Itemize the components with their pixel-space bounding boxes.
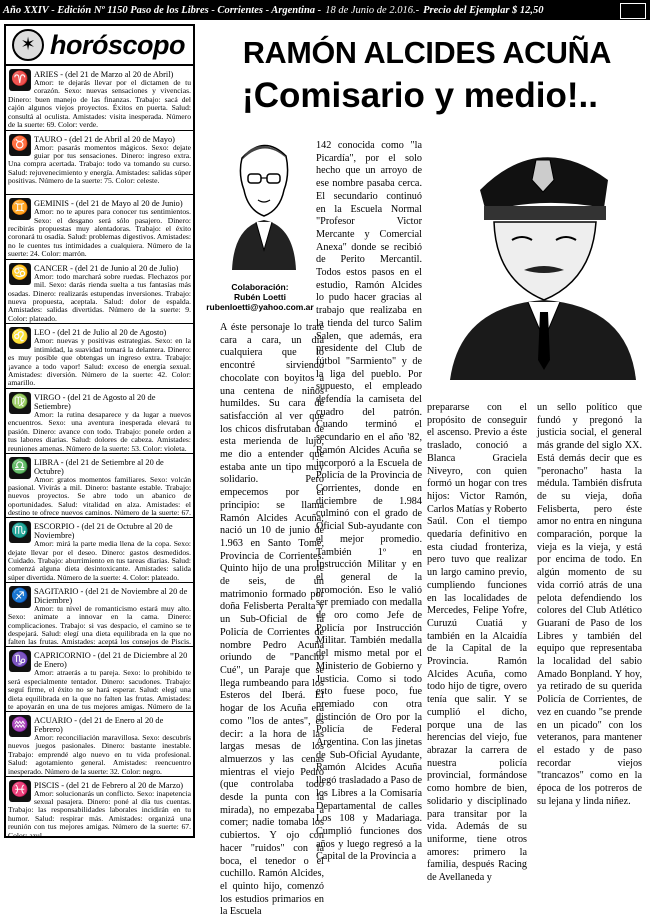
- article-subheadline: ¡Comisario y medio!..: [242, 76, 598, 115]
- credit-label: Colaboración:: [231, 282, 289, 292]
- horoscope-signs: [6, 66, 193, 841]
- horoscope-sign: [6, 647, 193, 712]
- sign-text: Amor: te dejarás llevar por el dictamen de tu corazón. Sexo: nuevas sensaciones y vivencias. Dinero: buen manejo de las finanzas. Trabajo: sacá del cajón algunos viejos proyectos. Éxitos en puerta. Salud: consultá al oculista. Amistades: visita inesperada. Número de la suerte: 69. Color: verde.: [8, 78, 191, 130]
- sign-heading: ACUARIO - (del 21 de Enero al 20 de Febrero): [34, 715, 164, 734]
- horoscope-sign: [6, 66, 193, 131]
- article-column-1: A éste personaje lo traté cara a cara, un día cualquiera que lo encontré sirviendo chocolate con boyitos a una centena de niños humildes. Su cara de satisfacción al ver que los chicos disfrutaban de esta merienda de lujo, me dio a entender que estaba ante un tipo muy solidario. Pero empecemos por el principio: se llama Ramón Alcides Acuña; nació un 10 de junio de 1.963 en Santo Tomé, Provincia de Corrientes. Quinto hijo de una prole de seis, de un matrimonio formado por doña Felisberta Peralta y un Sub-Oficial de la Policía de Corrientes de nombre Pedro Acuña oriundo de "Pancho Cué", un Paraje que se llega rumbeando para los Esteros del Iberá. El hogar de los Acuña era como "los de antes", es decir: a la hora de las largas mesas de los almuerzos y las cenas mientras el viejo Pedro (que controlaba todo desde la punta con la mirada), no empezaba a comer; nadie tomaba los cubiertos. Y ojo con hacer "ruidos" con la boca, el tenedor o el cuchillo. Ramón Alcides, el quinto hijo, comenzó los estudios primarios en la Escuela: [220, 322, 324, 918]
- sign-heading: CAPRICORNIO - (del 21 de Diciembre al 20 de Enero): [34, 651, 188, 670]
- credit-name: Rubén Loetti: [234, 292, 286, 302]
- horoscope-box: [4, 24, 195, 838]
- zodiac-sign-icon: ♋: [9, 263, 31, 285]
- sign-text: Amor: no te apures para conocer tus sentimientos. Sexo: el desgano será sólo pasajero. Dinero: recibirás propuestas muy alentadoras. Trabajo: el éxito coronará tu osadía. Salud: problemas digestivos. Amistades: no le cuentes tus intimidades a cualquiera. Número de la suerte: 24. Color: marrón.: [8, 207, 191, 259]
- sign-text: Amor: todo marchará sobre ruedas. Flechazos por mil. Sexo: darás rienda suelta a tus fantasías más osadas. Dinero: realizarás estupendas inversiones. Trabajo: nueva propuesta, aceptala. Salud: dolor de espalda. Amistades: salidas divertidas. Número de la suerte: 9. Color: plateado.: [8, 271, 191, 323]
- sign-text: Amor: nuevas y positivas estrategias. Sexo: en la intimidad, la suavidad tomará la delantera. Dinero: es muy posible que obtengas un ingreso extra. Trabajo: ¡avance a todo vapor! Salud: exceso de energía sexual. Amistades: diversión. Número de la suerte: 42. Color: amarillo.: [8, 336, 191, 388]
- sign-heading: VIRGO - (del 21 de Agosto al 20 de Setiembre): [34, 392, 156, 411]
- zodiac-sign-icon: ♎: [9, 457, 31, 479]
- horoscope-sign: [6, 712, 193, 777]
- zodiac-sign-icon: ♍: [9, 392, 31, 414]
- zodiac-sign-icon: ♐: [9, 586, 31, 608]
- subject-portrait: [440, 130, 646, 380]
- sign-heading: ARIES - (del 21 de Marzo al 20 de Abril): [34, 70, 174, 79]
- horoscope-sign: [6, 260, 193, 325]
- sign-text: Amor: mirá la parte media llena de la copa. Sexo: dejate llevar por el deseo. Dinero: gastos desmedidos. Cuidado. Trabajo: aburrimiento en tus tareas diarias. Salud: comenzá alguna dieta desintoxicante. Amistades: salida súper divertida. Número de la suerte: 4. Color: plateado.: [8, 539, 191, 582]
- sign-heading: TAURO - (del 21 de Abril al 20 de Mayo): [34, 134, 175, 144]
- horoscope-sign: [6, 389, 193, 454]
- sign-heading: PISCIS - (del 21 de Febrero al 20 de Marzo): [34, 780, 184, 790]
- article-headline: RAMÓN ALCIDES ACUÑA: [242, 36, 612, 70]
- sign-text: Amor: reconciliación maravillosa. Sexo: descubrís nuevos juegos pasionales. Dinero: bastante inestable. Trabajo: emprendé algo nuevo en tu vida profesional. Salud: agotamiento general. Amistades: reencuentro inesperado. Número de la suerte: 32. Color: negro.: [8, 732, 191, 776]
- article-column-3: prepararse con el propósito de conseguir el ascenso. Previo a éste traslado, conoció a Blanca Graciela Niveyro, con quien formó un hogar con tres hijos: Victor Ramón, Carlos Matías y Roberto Saúl. Con el tiempo quedaría definitivo en esta ciudad fronteriza, pero tuvo que realizar un largo camino previo, cumpliendo funciones en las localidades de Mercedes, Felipe Yofre, Curuzú Cuatiá y también en la Alcaidía de la Capital de la Provincia. Ramón Alcides Acuña, como todo hijo de tigre, overo tenía que salir. Y se cumplió el dicho, porque una de las herencias del viejo, fue abrazar la carrera de nuestra policía provincial, formándose como hombre de bien, solidario y disciplinado para transitar por la vida. Además de su uniforme, tiene otros amores: primero la familia, después Racing de Avellaneda y: [427, 402, 527, 884]
- horoscope-sign: [6, 131, 193, 196]
- zodiac-emblem-icon: ✶: [12, 29, 44, 61]
- sign-heading: LIBRA - (del 21 de Setiembre al 20 de Octubre): [34, 457, 164, 476]
- zodiac-sign-icon: ♌: [9, 327, 31, 349]
- sign-text: Amor: la rutina desaparece y da lugar a nuevos encuentros. Sexo: una aventura inesperada elevará tu pasión. Dinero: avance con todo. Trabajo: ponele orden a tus labores diarias. Salud: dolores de cabeza. Amistades: reuniones amenas. Número de la suerte: 53. Color: violeta.: [8, 409, 191, 453]
- sign-heading: CANCER - (del 21 de Junio al 20 de Julio): [34, 263, 179, 273]
- zodiac-sign-icon: ♑: [9, 650, 31, 672]
- zodiac-sign-icon: ♊: [9, 198, 31, 220]
- newspaper-logo-icon: [620, 3, 646, 19]
- masthead-issue: Año XXIV - Edición Nº 1150 Paso de los Libres - Corrientes - Argentina -: [3, 4, 322, 16]
- zodiac-sign-icon: ♓: [9, 780, 31, 802]
- columnist-sketch-icon: [224, 130, 304, 270]
- horoscope-sign: [6, 518, 193, 583]
- horoscope-header: [6, 26, 193, 66]
- sign-heading: SAGITARIO - (del 21 de Noviembre al 20 de Diciembre): [34, 586, 188, 605]
- article-credit: [200, 282, 320, 312]
- horoscope-sign: [6, 195, 193, 260]
- sign-text: Amor: gratos momentos familiares. Sexo: volcán pasional. Vivirás a mil. Dinero: bastante estable. Trabajo: nuevos proyectos. Se abre todo un abanico de oportunidades. Salud: vitalidad en alza. Amistades: el destino te ofrece nuevos caminos. Número de la suerte: 67.: [8, 474, 191, 518]
- masthead-date: 18 de Junio de 2.016.-: [325, 4, 420, 16]
- zodiac-sign-icon: ♈: [9, 69, 31, 91]
- sign-heading: LEO - (del 21 de Julio al 20 de Agosto): [34, 328, 167, 338]
- zodiac-sign-icon: ♉: [9, 134, 31, 156]
- sign-text: Amor: pasarás momentos mágicos. Sexo: dejate guiar por tus sensaciones. Dinero: ingreso extra. Una compra acertada. Trabajo: todo va tomando su curso. Salud: rejuvenecimiento y energía. Amistades: salidas súper positivas. Número de la suerte: 75. Color: celeste.: [8, 142, 191, 186]
- horoscope-sign: [6, 454, 193, 519]
- article-column-4: un sello político que fundó y pregonó la justicia social, el general más grande del siglo XX. Está demás decir que es "peronacho" hasta la médula. También disfruta de su vieja, doña Felisberta, pero éste amor no entra en ninguna comparación, porque la vieja es la vieja, y está por encima de todo. En algún momento de su vida corrió atrás de una pelota defendiendo los colores del Club Atlético Guaraní de Paso de los Libres y también del equipo que representaba la localidad del sabio Amado Bonpland. Y hoy, ya retirado de su querida Policía de Corrientes, de vez en cuando "se prende en un picado" con los veteranos, para mantener el estado y de paso recordar viejos "trancazos" como en la época de los potreros de su lejana y linda niñez.: [537, 402, 642, 807]
- zodiac-sign-icon: ♒: [9, 715, 31, 737]
- sign-text: Amor: tu nivel de romanticismo estará muy alto. Sexo: animate a innovar en la cama. Dinero: complicaciones. Trabajo: si vas despacio, el camino se te despejará. Salud: elegí una dieta equilibrada en la que no falten las frutas. Amistades: aceptá los consejos de Piscis.: [8, 603, 191, 647]
- sign-heading: GEMINIS - (del 21 de Mayo al 20 de Junio): [34, 199, 183, 209]
- horoscope-sign: [6, 583, 193, 648]
- article-column-2: 142 conocida como "la Picardía", por el solo hecho que un arroyo de ese nombre pasaba cerca. El secundario continuó en la Escuela Normal "Profesor Victor Mercante y Comercial Anexa" donde se recibió de Perito Mercantil. Todos estos pasos en el estudio, Ramón Alcides lo pudo hacer gracias al trabajo que realizaba en la tienda del turco Salim Salen, que además, era presidente del Club de fútbol "Sarmiento" y de la liga del pueblo. Por supuesto, el empleado defendía la camiseta del cuadro del patrón. Cuando terminó el secundario en el año '82, Ramón Alcides Acuña se incorporó a la Escuela de Policía de la Provincia de Corrientes, donde en diciembre de 1.984 culminó con el grado de Oficial Sub-ayudante con el mejor promedio. También 1º en Instrucción Militar y en el general de la promoción. Eso le valió ser premiado con medalla de oro como Jefe de Policía por Instrucción Militar. También medalla del mismo metal por el Ministerio de Gobierno y Justicia. Como si todo esto fuese poco, fue premiado con otra distinción de Oro por la Policía de Federal Argentina. Con las jinetas de Sub-Oficial Ayudante, Ramón Alcides Acuña llegó trasladado a Paso de los Libres a la Comisaría Departamental de calles Los 108 y Madariaga. Cumplió funciones dos años y luego regresó a la Capital de la Provincia a: [316, 140, 422, 863]
- masthead-bar: [0, 0, 650, 20]
- credit-email: rubenloetti@yahoo.com.ar: [206, 302, 314, 312]
- sign-text: Amor: atraerás a tu pareja. Sexo: lo prohibido te será especialmente tentador. Dinero: sacudones. Trabajo: seguí firme, el éxito no se hará esperar. Salud: elegí una dieta equilibrada en la que no falten las frutas. Amistades: te apoyarán en una de tus mejores amigas. Número de la: [8, 668, 191, 711]
- horoscope-sign: [6, 324, 193, 389]
- columnist-portrait: [208, 130, 308, 270]
- masthead-price: Precio del Ejemplar $ 12,50: [423, 4, 544, 16]
- sign-text: Amor: solucionarás un conflicto. Sexo: inapetencia sexual pasajera. Dinero: poné al día tus cuentas. Trabajo: las responsabilidades laborales incidirán en tu humor. Salud: respirar más. Amistades: organizá una reunión con tus mejores amigas. Número de la suerte: 67. Color: azul.: [8, 788, 191, 840]
- horoscope-sign: [6, 777, 193, 842]
- sign-heading: ESCORPIO - (del 21 de Octubre al 20 de Noviembre): [34, 522, 173, 541]
- horoscope-title: horóscopo: [50, 29, 185, 60]
- police-officer-sketch-icon: [440, 130, 646, 380]
- zodiac-sign-icon: ♏: [9, 521, 31, 543]
